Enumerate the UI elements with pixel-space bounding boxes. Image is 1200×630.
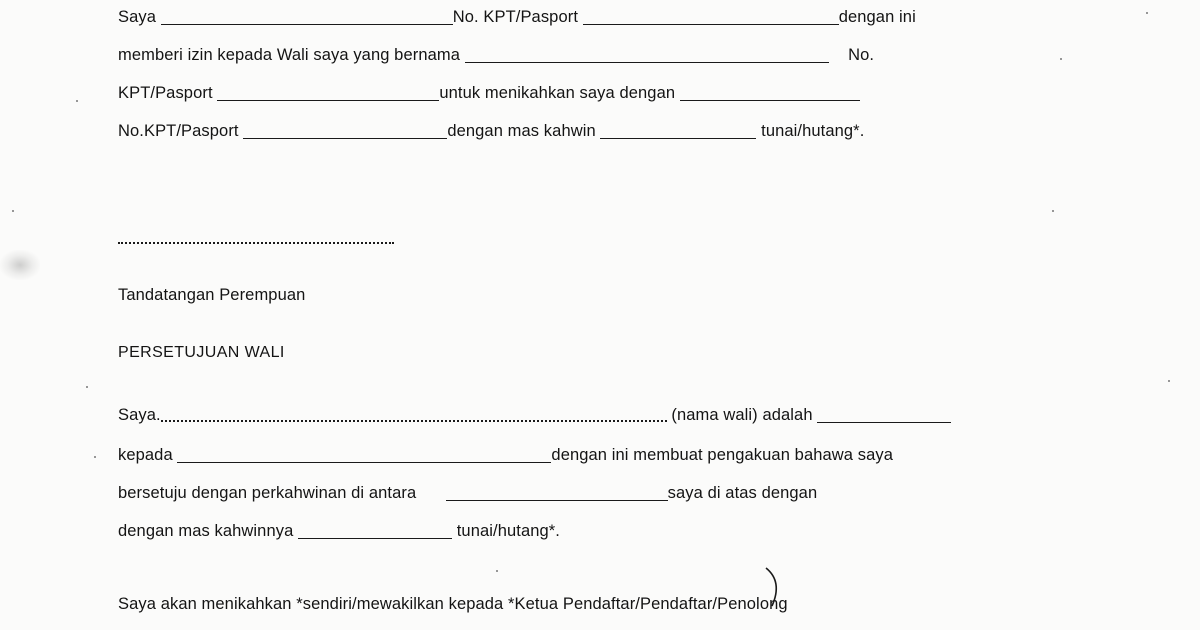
scan-smudge [0, 250, 40, 280]
text: kepada [118, 446, 173, 464]
scan-speck [94, 456, 96, 458]
text: Saya. [118, 406, 161, 424]
text: No.KPT/Pasport [118, 122, 239, 140]
text: tunai/hutang*. [761, 122, 865, 140]
scan-speck [1168, 380, 1170, 382]
scan-speck [76, 100, 78, 102]
para1-line3 [118, 84, 860, 103]
text: memberi izin kepada Wali saya yang bernama [118, 46, 460, 64]
para2-line4 [118, 522, 560, 541]
blank-parties-field[interactable] [446, 484, 668, 501]
para2-line2 [118, 446, 893, 465]
text: (nama wali) adalah [671, 406, 813, 424]
scan-speck [1146, 12, 1148, 14]
text: untuk menikahkan saya dengan [439, 84, 676, 102]
para1-line2 [118, 46, 874, 65]
para2-line1 [118, 406, 951, 425]
scan-speck [1060, 58, 1062, 60]
text: No. [848, 46, 875, 64]
para3-line1: Saya akan menikahkan *sendiri/mewakilkan kepada *Ketua Pendaftar/Pendaftar/Penolong [118, 595, 788, 613]
blank-groom-id-field[interactable] [243, 122, 447, 139]
text: dengan ini membuat pengakuan bahawa saya [551, 446, 894, 464]
signature-field[interactable] [118, 228, 394, 244]
scan-speck [86, 386, 88, 388]
para1-line4 [118, 122, 864, 141]
blank-relationship-field[interactable] [817, 406, 951, 423]
text: dengan mas kahwin [447, 122, 596, 140]
text: tunai/hutang*. [456, 522, 560, 540]
text: KPT/Pasport [118, 84, 213, 102]
scan-speck [1052, 210, 1054, 212]
blank-guardian-id-field[interactable] [217, 84, 439, 101]
signature-label: Tandatangan Perempuan [118, 286, 306, 304]
para1-line1 [118, 8, 916, 27]
blank-dowry-amount-field[interactable] [298, 522, 452, 539]
blank-guardian-name-dotted[interactable] [161, 406, 667, 422]
scan-speck [496, 570, 498, 572]
text: bersetuju dengan perkahwinan di antara [118, 484, 417, 502]
pen-stroke-mark [760, 566, 790, 610]
blank-name-field[interactable] [161, 8, 453, 25]
blank-dowry-field[interactable] [600, 122, 756, 139]
para2-line3 [118, 484, 817, 503]
blank-groom-name-field[interactable] [680, 84, 860, 101]
signature-line [118, 228, 394, 247]
text: No. KPT/Pasport [452, 8, 579, 26]
text: saya di atas dengan [667, 484, 818, 502]
text: Saya [118, 8, 157, 26]
section-heading: PERSETUJUAN WALI [118, 344, 285, 361]
blank-id-field[interactable] [583, 8, 839, 25]
text: dengan mas kahwinnya [118, 522, 294, 540]
scan-speck [12, 210, 14, 212]
blank-bride-name-field[interactable] [177, 446, 551, 463]
text: dengan ini [838, 8, 916, 26]
blank-guardian-name-field[interactable] [465, 46, 829, 63]
